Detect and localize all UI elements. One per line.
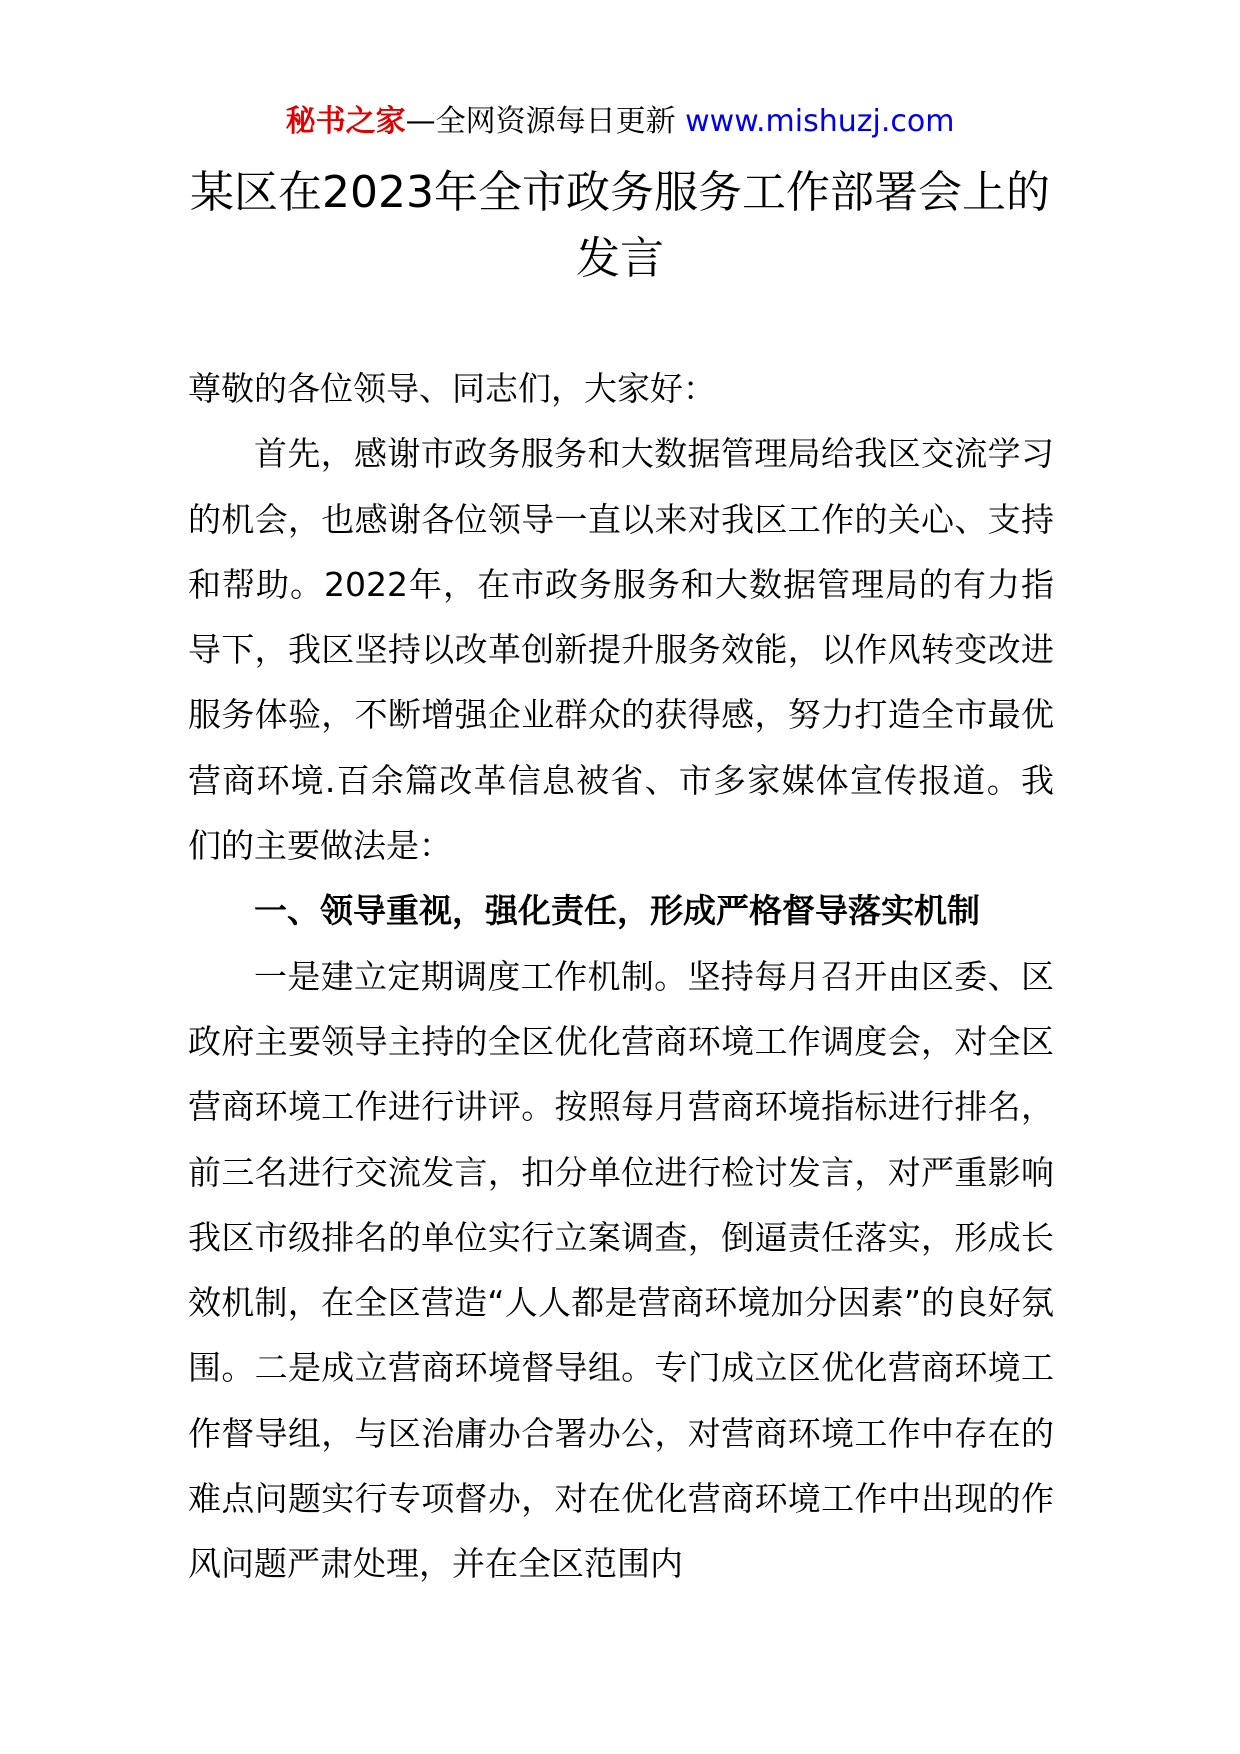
site-url-link[interactable]: www.mishuzj.com xyxy=(685,104,955,139)
paragraph-section-1: 一是建立定期调度工作机制。坚持每月召开由区委、区政府主要领导主持的全区优化营商环境工作调度会，对全区营商环境工作进行讲评。按照每月营商环境指标进行排名，前三名进行交流发言，扣分单位进行检讨发言，对严重影响我区市级排名的单位实行立案调查，倒逼责任落实，形成长效机制，在全区营造“人人都是营商环境加分因素”的良好氛围。二是成立营商环境督导组。专门成立区优化营商环境工作督导组，与区治庸办合署办公，对营商环境工作中存在的难点问题实行专项督办，对在优化营商环境工作中出现的作风问题严肃处理，并在全区范围内 xyxy=(188,956,1054,1584)
site-brand: 秘书之家 xyxy=(285,104,406,139)
site-header xyxy=(0,100,1240,144)
greeting: 尊敬的各位领导、同志们，大家好： xyxy=(188,369,716,408)
document-title: 某区在2023年全市政务服务工作部署会上的发言 xyxy=(190,167,1050,284)
section-heading-1: 一、领导重视，强化责任，形成严格督导落实机制 xyxy=(254,891,980,931)
document-body xyxy=(188,356,1054,1597)
paragraph-intro: 首先，感谢市政务服务和大数据管理局给我区交流学习的机会，也感谢各位领导一直以来对我区工作的关心、支持和帮助。2022年，在市政务服务和大数据管理局的有力指导下，我区坚持以改革创新提升服务效能，以作风转变改进服务体验，不断增强企业群众的获得感，努力打造全市最优营商环境.百余篇改革信息被省、市多家媒体宣传报道。我们的主要做法是： xyxy=(188,434,1054,866)
site-slogan: —全网资源每日更新 xyxy=(405,104,686,139)
